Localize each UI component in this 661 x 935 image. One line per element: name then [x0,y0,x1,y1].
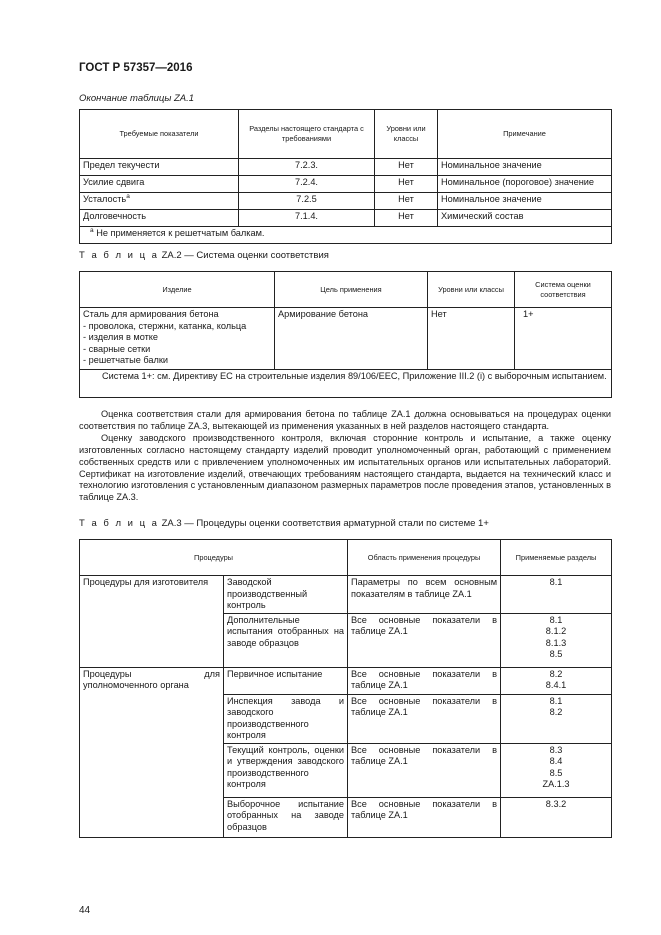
table-cell: Армирование бетона [275,308,428,370]
document-code: ГОСТ Р 57357—2016 [79,62,193,74]
product-line: - изделия в мотке [83,332,159,342]
section-ref: 8.5 [549,649,563,659]
procedure-group: Процедуры для изготовителя [80,576,224,668]
scope-cell: Все основные показатели в таблице ZA.1 [348,667,501,694]
section-ref: 8.1 [549,614,563,625]
table-cell [80,193,239,210]
caption-prefix: Т а б л и ц а [79,250,159,261]
table2-header-cell: Уровни или классы [428,272,515,308]
table-cell [80,308,275,370]
procedure-cell: Первичное испытание [224,667,348,694]
procedure-cell: Текущий контроль, оценки и утверждения заводского производственного контроля [224,743,348,797]
section-ref: 8.2 [549,668,563,679]
procedure-cell: Выборочное испытание отобранных на заводе образцов [224,797,348,837]
table-za3 [79,539,612,838]
footnote-text: Не применяется к решетчатым балкам. [96,228,265,238]
table2-caption [79,250,329,261]
table-cell: Нет [375,159,438,176]
section-ref: 8.2 [549,707,563,717]
table-za1 [79,109,612,244]
table-footnote [80,227,612,244]
table-row [80,159,612,176]
table1-header-cell: Примечание [438,110,612,159]
section-ref: 8.4.1 [545,680,567,690]
table-row [80,576,612,614]
scope-cell: Все основные показатели в таблице ZA.1 [348,694,501,743]
table-cell: 1+ [515,308,612,370]
table-cell: Усилие сдвига [80,176,239,193]
table-cell: 7.2.5 [239,193,375,210]
sections-cell [501,576,612,614]
product-line: - проволока, стержни, катанка, кольца [83,320,247,331]
page-number: 44 [79,905,91,916]
section-ref: 8.1 [549,577,563,587]
table3-header-cell: Процедуры [80,540,348,576]
table2-header-cell: Изделие [80,272,275,308]
scope-cell: Все основные показатели в таблице ZA.1 [348,797,501,837]
table-cell: Нет [375,176,438,193]
footnote-mark: а [126,192,130,200]
table-za2 [79,271,612,398]
table-cell: 7.2.3. [239,159,375,176]
table-cell: Долговечность [80,210,239,227]
table-cell: Номинальное значение [438,193,612,210]
section-ref: 8.1 [549,695,563,706]
procedure-cell: Заводской производственный контроль [224,576,348,614]
table1-header-cell: Уровни или классы [375,110,438,159]
product-line: - решетчатые балки [83,355,169,365]
table-cell: Нет [375,210,438,227]
table3-header-cell: Область применения процедуры [348,540,501,576]
table3-caption [79,518,489,529]
scope-cell: Все основные показатели в таблице ZA.1 [348,613,501,667]
sections-cell [501,743,612,797]
sections-cell [501,613,612,667]
section-ref: 8.1.3 [545,637,567,648]
table-cell: Номинальное (пороговое) значение [438,176,612,193]
table1-header-cell: Требуемые показатели [80,110,239,159]
table-row [80,210,612,227]
caption-text: ZA.2 — Система оценки соответствия [161,250,329,261]
section-ref: 8.5 [549,767,563,778]
scope-cell: Параметры по всем основным показателям в таблице ZA.1 [348,576,501,614]
table-row [80,308,612,370]
table2-header-cell: Цель применения [275,272,428,308]
table1-caption: Окончание таблицы ZA.1 [79,93,195,104]
table-row [80,176,612,193]
table-cell: Предел текучести [80,159,239,176]
table-cell: 7.1.4. [239,210,375,227]
table-cell: Нет [375,193,438,210]
paragraph: Оценка соответствия стали для армирования бетона по таблице ZA.1 должна основываться на процедурах оценки соответствия по таблице ZA.3, вытекающей из применения указанных в ней разделов настоящего стандарта. [79,409,611,431]
section-ref: 8.1.2 [545,626,567,636]
table2-header-cell: Система оценки соответствия [515,272,612,308]
table1-header-cell: Разделы настоящего стандарта с требованиями [239,110,375,159]
product-line: - сварные сетки [83,343,151,354]
section-ref: 8.3 [549,744,563,755]
paragraph: Оценку заводского производственного контроля, включая сторонние контроль и испытание, а также оценку изготовленных согласно настоящему стандарту изделий проводит уполномоченный орган, работающий с применением собственных средств или с привлечением уполномоченных им испытательных органов или испытательных лабораторий. Сертификат на изготовление изделий, отвечающих требованиям настоящего стандарта, выдается на технический класс и технологию изготовления с установленным диапазоном размерных параметров после проведения этапов, установленных в таблице ZA.3. [79,432,611,503]
table-cell-text: Усталость [83,194,127,204]
procedure-cell: Дополнительные испытания отобранных на заводе образцов [224,613,348,667]
procedure-group: Процедуры для уполномоченного органа [80,667,224,837]
caption-text: ZA.3 — Процедуры оценки соответствия арматурной стали по системе 1+ [161,518,489,529]
procedure-cell: Инспекция завода и заводского производственного контроля [224,694,348,743]
section-ref: ZA.1.3 [542,779,570,789]
sections-cell [501,694,612,743]
table-cell: 7.2.4. [239,176,375,193]
table2-note: Система 1+: см. Директиву ЕС на строительные изделия 89/106/ЕЕС, Приложение III.2 (i) с выборочным испытанием. [80,370,612,398]
table-row [80,193,612,210]
table-row [80,667,612,694]
table-cell: Нет [428,308,515,370]
scope-cell: Все основные показатели в таблице ZA.1 [348,743,501,797]
sections-cell [501,797,612,837]
sections-cell [501,667,612,694]
footnote-mark: а [90,226,94,234]
table-cell: Химический состав [438,210,612,227]
product-line: Сталь для армирования бетона [83,309,219,319]
caption-prefix: Т а б л и ц а [79,518,159,529]
table-cell: Номинальное значение [438,159,612,176]
table3-header-cell: Применяемые разделы [501,540,612,576]
section-ref: 8.4 [549,756,563,766]
body-text [79,409,611,504]
section-ref: 8.3.2 [545,798,567,809]
